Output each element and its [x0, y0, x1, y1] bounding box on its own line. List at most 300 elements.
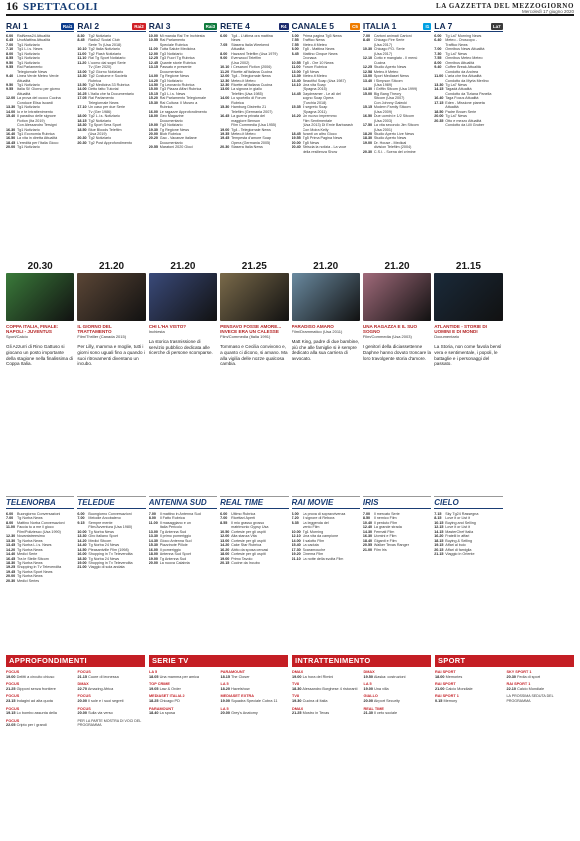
program-time: 7.00	[6, 42, 14, 47]
entry-network: DMAX	[363, 670, 375, 674]
program-time: 16.20	[291, 114, 301, 119]
entry-time: 19.00	[220, 698, 231, 703]
program-title: Tg Norba Sport News	[17, 569, 53, 574]
program-time: 16.50	[362, 114, 373, 119]
program-title: Tg Sport Sera Sport	[88, 123, 122, 128]
program-title: Rai Tg Sport Notiziario	[88, 56, 126, 61]
entry-time: 19.05	[149, 686, 159, 691]
program-time: 6.00	[220, 512, 228, 516]
entry-line	[78, 711, 146, 716]
entry-time: 19.50	[363, 674, 374, 679]
program-time: 18.30	[362, 136, 373, 141]
program-title: Fermati Film	[373, 529, 395, 534]
program-time: 7.55	[291, 42, 299, 47]
channel-column	[149, 21, 217, 154]
bottom-section-body	[292, 670, 431, 719]
program-title: Buongiorno Conversazioni	[88, 512, 132, 516]
program-title: Rubrica	[231, 100, 244, 105]
entry-time: 20.00	[77, 711, 88, 716]
program-list	[434, 512, 502, 557]
program-time: 17.50	[362, 123, 373, 128]
highlight-title: IL GIORNO DEL TRATTAMENTO	[77, 324, 112, 335]
program-time: 7.00	[434, 47, 442, 52]
entry-line	[221, 699, 289, 704]
entry-line	[435, 687, 503, 692]
program-time: 10.55	[291, 60, 301, 65]
program-title: Condotto da Tiziana Panella	[445, 91, 492, 96]
program-title: Tg3 L.i.s. News	[159, 91, 186, 96]
program-time: 20.35	[434, 118, 444, 123]
program-title: Film/Poliziesco (Usa 1990)	[17, 529, 61, 534]
highlight-time: 21.20	[384, 261, 410, 272]
program-title: Cortesie per gli ospiti	[231, 529, 266, 534]
entry-title: Mostro in Texas	[301, 711, 330, 716]
bottom-sections	[6, 655, 574, 731]
program-title: Tg2 Notiziario	[88, 118, 112, 123]
program-title: (Usa 2019)	[88, 131, 107, 136]
bottom-section-header: SERIE TV	[149, 655, 288, 667]
program-time: 13.40	[291, 78, 301, 83]
entry-time: 18.00	[435, 674, 445, 679]
program-title: Tg2 Notiziario	[88, 34, 112, 38]
program-title: Coffee Break Attualità	[445, 65, 481, 70]
program-time: 21.10	[291, 556, 301, 561]
program-title: Attualità	[445, 105, 459, 110]
regional-channel-header	[77, 496, 145, 509]
entry-title: Fedia di sport	[516, 674, 541, 679]
program-title: Tg Antenna Sud	[159, 556, 187, 561]
program-title: Una vita da campione	[302, 534, 339, 539]
program-item	[220, 561, 288, 565]
program-time: 8.00	[434, 60, 442, 65]
program-title: Tg Norba News	[17, 547, 43, 552]
program-time: 18.00	[220, 552, 230, 557]
program-time: 16.30	[6, 127, 16, 132]
national-channels-row	[6, 21, 574, 154]
bottom-entry	[78, 682, 146, 691]
program-time: 8.00	[220, 51, 228, 56]
entry-network: GIALLO	[363, 694, 378, 699]
regional-channel-name: TELEDUE	[77, 498, 115, 507]
program-title: Tg2 Flash Notiziario	[88, 51, 122, 56]
program-time: 19.00	[362, 140, 373, 145]
program-title: Il salotto Film	[302, 538, 325, 543]
program-time: 6.00	[434, 34, 442, 38]
program-title: Tagadà Attualità	[445, 87, 472, 92]
program-title: Documentario	[159, 140, 183, 145]
regional-channel-header	[6, 496, 74, 509]
entry-time: 21.30	[363, 711, 374, 716]
program-time: 12.25	[148, 56, 158, 61]
highlight-image	[149, 273, 217, 321]
program-title: Italia Sì! Giorno per giorno	[17, 87, 61, 92]
program-time: 20.15	[220, 560, 230, 565]
highlight-time: 21.15	[455, 261, 481, 272]
program-title: Tg5 - Ore 10 News	[302, 60, 334, 65]
entry-line	[292, 675, 360, 680]
highlight-card	[220, 261, 288, 367]
program-list	[220, 34, 288, 150]
program-title: Ricette all'italiana Cucina	[231, 69, 273, 74]
highlight-image	[363, 273, 431, 321]
program-time: 8.00	[291, 47, 299, 52]
program-time: 11.00	[148, 47, 158, 52]
program-time: 11.20	[77, 60, 87, 65]
highlight-time: 20.30	[27, 261, 53, 272]
program-time: 18.45	[6, 140, 16, 145]
entry-time: 20.00	[77, 698, 88, 703]
program-title: Il primo pomeriggio	[159, 534, 192, 539]
program-title: Medici Sitcom	[88, 538, 112, 543]
entry-network: RAI SPORT 1	[506, 682, 531, 687]
entry-title: Gipponi senza frontiere	[15, 686, 56, 691]
program-time: 14.20	[148, 78, 158, 83]
program-title: Sitcom (Usa 2007)	[373, 96, 405, 101]
program-item	[6, 145, 74, 149]
program-title: Tg Norba News	[88, 529, 114, 534]
program-title: Tra le Stelle Sitcom	[17, 556, 49, 561]
program-time: 8.55	[220, 520, 228, 525]
program-title: Conduce Elisa Isoardi	[17, 100, 53, 105]
program-title: Il paradiso delle signore	[17, 114, 56, 119]
highlight-subtitle: Film/Thriller (Canada 2015)	[77, 334, 127, 340]
bottom-entry	[507, 682, 575, 691]
channel-name: CANALE 5	[291, 21, 335, 31]
section-title: SPETTACOLI	[23, 0, 99, 13]
program-time: 20.30	[6, 578, 16, 583]
program-item	[292, 557, 360, 561]
program-time: 11.00	[148, 520, 158, 525]
program-title: Primo Tavolo	[231, 556, 253, 561]
program-title: Omnibus Attualità	[445, 60, 475, 65]
program-title: Piazzinote Pillole	[159, 543, 188, 548]
program-time: 15.30	[220, 105, 230, 110]
program-time: 6.00	[6, 34, 14, 38]
program-list	[6, 512, 74, 583]
program-title: (Usa 2017)	[373, 42, 393, 47]
highlight-description: Tommaso e Cecilia convivono e, a quanto ci dicono, si amano. Ma alla vigilia delle nozze qualcosa cambia.	[220, 344, 288, 367]
entry-title: Sulla via verso	[87, 711, 113, 716]
highlight-subtitle: Sport/Calcio	[6, 334, 28, 340]
program-time: 13.30	[77, 74, 87, 79]
program-time: 13.50	[77, 82, 87, 87]
program-time: 10.15	[434, 520, 444, 525]
program-time: 18.30	[6, 560, 16, 565]
program-title: Tg1 Notiziario	[17, 82, 40, 87]
program-time: 16.20	[434, 534, 444, 539]
program-title: Una vita Soap	[302, 82, 326, 87]
bottom-entry	[78, 694, 146, 703]
regional-channel-header	[292, 496, 360, 509]
program-time: 10.10	[220, 65, 230, 70]
program-time: 8.00	[148, 516, 156, 521]
entry-network: LA 5	[363, 682, 372, 687]
program-title: Tg Leonardo Rubrica	[159, 82, 195, 87]
program-title: Mattino Cinque News	[302, 51, 338, 56]
program-title: Stasera Italia News	[231, 145, 263, 150]
channel-logo: La7	[492, 23, 501, 29]
program-time: 12.30	[220, 78, 230, 83]
program-title: I Cesaroni Fiction (2006)	[231, 65, 272, 70]
channel-header	[77, 21, 145, 32]
bottom-entry	[435, 694, 503, 703]
program-list	[6, 34, 74, 150]
program-time: 21.15	[434, 552, 444, 557]
program-time: 20.20	[148, 136, 158, 141]
program-title: Striscia la notizia - La voce	[302, 145, 347, 150]
entry-time: 18.40	[149, 711, 159, 716]
program-time: 13.40	[362, 78, 373, 83]
program-item	[149, 145, 217, 149]
program-title: maggiore Benson	[231, 118, 261, 123]
program-time: 19.00	[220, 556, 230, 561]
program-time: 14.00	[6, 109, 16, 114]
program-time: 15.00	[148, 87, 158, 92]
program-title: Cucina	[373, 60, 386, 65]
regional-channel-column	[434, 496, 502, 583]
program-title: Tg2 L.i.s. Notiziario	[88, 114, 120, 119]
bottom-section-header: APPROFONDIMENTI	[6, 655, 145, 667]
program-time: 8.30	[77, 34, 85, 38]
program-time: 7.00	[362, 34, 371, 38]
entry-line	[292, 699, 360, 704]
program-title: RaiNews24 Attualità	[17, 34, 50, 38]
highlight-description: I genitori della diciassettenne Daphne hanno dovuto troncare la loro travolgente storia d'amore.	[362, 344, 432, 361]
regional-channel-header	[434, 496, 502, 509]
program-title: Meteo.it Meteo	[302, 42, 327, 47]
highlight-image	[6, 273, 74, 321]
program-title: Ricettari Aperti	[231, 516, 256, 521]
bottom-entry	[149, 682, 217, 691]
program-title: Omnibus News Attualità	[445, 47, 485, 52]
bottom-entry	[364, 670, 432, 679]
program-list	[292, 34, 360, 154]
program-title: (Spagna 2015)	[302, 87, 327, 92]
program-title: Rai Parlamento Telegiornale	[159, 96, 207, 101]
program-title: Tg Norba News	[17, 560, 43, 565]
regional-channel-column	[6, 496, 74, 583]
channel-name: ITALIA 1	[362, 21, 397, 31]
program-title: (Usa 2013) Di Ernie Barbarash	[302, 123, 353, 128]
entry-title: La sposa	[158, 711, 175, 716]
channel-header	[363, 21, 431, 32]
highlight-time: 21.25	[241, 261, 267, 272]
program-time: 15.20	[148, 96, 158, 101]
program-time: 20.00	[6, 145, 16, 150]
entry-title: Una mamma per amica	[158, 674, 200, 679]
entry-time: 18.20	[220, 686, 231, 691]
regional-channel-name: TELENORBA	[6, 498, 56, 507]
bottom-entry	[435, 670, 503, 679]
program-time: 9.55	[6, 87, 14, 92]
regional-channel-column	[292, 496, 360, 583]
program-title: Chicago Fire Serie	[373, 38, 405, 43]
regional-channel-name: CIELO	[434, 498, 459, 507]
program-list	[77, 34, 145, 145]
program-title: Fiction (Ita 2019)	[17, 118, 45, 123]
program-title: Tg3 Notiziario	[159, 123, 183, 128]
program-time: 8.50	[362, 516, 371, 521]
entry-network: DMAX	[77, 682, 89, 687]
bottom-entry	[6, 719, 74, 728]
highlight-title: PARADISO AMARO	[291, 324, 334, 329]
entry-title: Il ceto sociale	[373, 711, 398, 716]
bottom-section	[149, 655, 288, 731]
program-time: 20.15	[434, 547, 444, 552]
program-title: Tg2 Medicina 33 Rubrica	[88, 82, 130, 87]
highlight-subtitle: Film/Drammatico (Usa 2011)	[291, 329, 343, 335]
program-time: 17.05	[77, 96, 87, 101]
program-time: 10.50	[220, 529, 230, 534]
entry-title: Indagini ad alta quota	[15, 698, 53, 703]
bottom-section-header: SPORT	[435, 655, 574, 667]
program-time: 16.50	[6, 136, 16, 141]
entry-time: 21.25	[292, 711, 302, 716]
bottom-section	[6, 655, 145, 731]
program-title: Le ragazze Approfondimento	[159, 109, 207, 114]
program-title: Film Iris	[373, 547, 387, 552]
program-title: Traffico News	[302, 38, 325, 43]
program-title: Il mio grasso grosso	[231, 520, 265, 525]
program-title: Beautiful Soap (Usa 1987)	[302, 78, 346, 83]
program-title: Traffico News	[445, 42, 468, 47]
entry-network: LA 5	[220, 682, 229, 687]
program-list	[363, 34, 431, 154]
program-title: Daydreamer - Le ali del	[302, 91, 341, 96]
program-time: 18.30	[77, 556, 87, 561]
program-title: Tg2 Notiziario	[88, 136, 112, 141]
program-time: 11.20	[220, 69, 230, 74]
program-item	[77, 565, 145, 569]
program-time: 12.15	[434, 525, 444, 530]
program-time: 7.55	[291, 38, 299, 43]
highlights-row	[6, 261, 574, 367]
highlight-title: ATLANTIDE - STORIE DI UOMINI E DI MONDI	[434, 324, 487, 335]
program-title: Tg Regione News	[159, 74, 190, 79]
bottom-section-body	[435, 670, 574, 707]
highlight-title: COPPA ITALIA, FINALE: NAPOLI - JUVENTUS	[6, 324, 59, 335]
program-title: Medici Series	[17, 578, 40, 583]
program-title: Tg Norba L.i.s. News	[17, 543, 52, 548]
program-title: Cortesie per gli ospiti	[231, 552, 266, 557]
program-title: Chicago P.D. Serie	[373, 47, 405, 52]
highlight-time: 21.20	[313, 261, 339, 272]
channel-logo: I1	[425, 23, 430, 29]
entry-title: Havelshow	[230, 686, 250, 691]
program-title: Cake Star Rubrica	[231, 543, 262, 548]
entry-title: Law & Order	[158, 686, 181, 691]
program-time: 8.35	[291, 520, 299, 525]
regional-channel-name: ANTENNA SUD	[148, 498, 207, 507]
program-title: Radio2 Social Club	[88, 38, 120, 43]
program-title: La vita secondo Jim Sitcom	[373, 123, 419, 128]
program-title: della resilienza Show	[302, 149, 338, 154]
program-title: Un caso per due Serie	[88, 105, 126, 110]
program-title: Il masaggiano e un	[159, 520, 191, 525]
program-title: News	[231, 38, 241, 43]
program-time: 6.00	[291, 34, 299, 38]
program-time	[434, 123, 445, 127]
program-title: Attualità	[17, 91, 31, 96]
entry-title: La hora del Rimini	[301, 674, 334, 679]
program-title: Documentario	[159, 69, 183, 74]
bottom-section-body	[6, 670, 145, 731]
program-title: La prova di sopravvivenza	[302, 512, 346, 516]
program-time: 20.00	[291, 140, 301, 145]
channel-name: RAI 3	[148, 21, 171, 31]
entry-network: LA 5	[149, 670, 158, 674]
entry-network: FOCUS	[6, 718, 20, 723]
program-title: Gao - Vacanze italiane	[159, 136, 197, 141]
entry-time: 18.30	[292, 686, 302, 691]
program-title: Il signore di Rebora	[302, 516, 335, 521]
program-title: Cortesie per gli ospiti	[231, 538, 266, 543]
entry-network: TOP CRIME	[149, 682, 170, 687]
entry-line	[149, 675, 217, 680]
program-title: Tg5 News	[302, 140, 320, 145]
highlight-card	[6, 261, 74, 367]
program-title: Stasera Italia Weekend	[231, 42, 270, 47]
program-time: 14.20	[220, 543, 230, 548]
entry-title: Cuore di leonessa	[87, 674, 119, 679]
entry-title: Cucina di Italia	[301, 698, 328, 703]
program-time: 15.15	[148, 91, 158, 96]
program-title: La nuova Calabria	[159, 560, 190, 565]
bottom-section	[292, 655, 431, 731]
program-time: 11.00	[6, 525, 16, 530]
entry-time: 18.15	[220, 674, 231, 679]
program-title: Documentario	[159, 118, 183, 123]
program-time: 14.50	[148, 82, 158, 87]
program-title: Viaggio di sola andata	[88, 565, 125, 570]
channel-logo: Rai1	[62, 23, 73, 29]
program-title: Tg Norba 24 News	[88, 556, 120, 561]
program-title: Con Johnny Galecki	[373, 100, 407, 105]
program-time: 13.30	[77, 534, 87, 539]
program-time: 10.40	[362, 520, 373, 525]
program-time: 16.00	[148, 547, 158, 552]
program-item	[434, 123, 502, 127]
bottom-entry	[364, 682, 432, 691]
program-title: Tg1 Morning	[302, 529, 324, 534]
regional-channel-name: IRIS	[362, 498, 379, 507]
program-title: Tg La7 News	[445, 82, 467, 87]
program-time: 15.15	[362, 105, 373, 110]
program-time: 7.05	[220, 42, 228, 47]
program-time: 19.20	[291, 552, 301, 557]
program-title: vento Film	[302, 525, 320, 530]
program-title: UnoMattina Attualità	[17, 38, 51, 43]
bottom-entry	[78, 670, 146, 679]
program-title: matrimonio Gypsy Usa	[231, 525, 269, 530]
program-title: Ricette all'italiana Cucina	[231, 82, 273, 87]
program-time: 14.30	[362, 87, 373, 92]
program-title: Forum Rubrica	[302, 65, 327, 70]
entry-network: RAI SPORT	[435, 670, 456, 674]
program-title: Tg Norba News	[17, 516, 43, 521]
program-time: 14.40	[6, 552, 16, 557]
program-title: Eden - Missione pianeta	[445, 100, 485, 105]
highlight-card	[292, 261, 360, 367]
entry-line	[364, 687, 432, 692]
program-title: Omnibus Meteo Meteo	[445, 56, 483, 61]
program-time: 13.30	[6, 538, 16, 543]
program-title: Tg Antenna Sud	[159, 529, 187, 534]
program-title: Mi manda Rai Tre Inchiesta	[159, 34, 205, 38]
entry-network: TV8	[292, 694, 299, 699]
program-time: 15.30	[148, 100, 158, 105]
program-time: 17.30	[291, 547, 301, 552]
